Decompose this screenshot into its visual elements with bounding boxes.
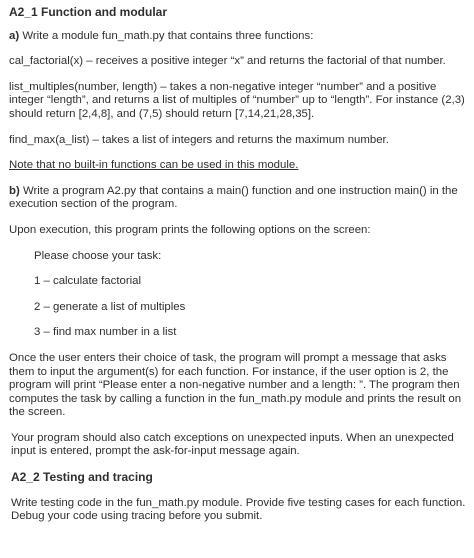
document <box>9 6 469 536</box>
option-prompt: Please choose your task: <box>34 249 162 262</box>
part-a-label: a) <box>9 29 20 42</box>
testing-paragraph: Write testing code in the fun_math.py module. Provide five testing cases for each function. Debug your code using tracing before you submit. <box>11 496 466 523</box>
option-item-1: 1 – calculate factorial <box>34 275 142 288</box>
options-list <box>9 250 469 340</box>
option-item-3: 3 – find max number in a list <box>34 326 177 339</box>
part-b-text: Write a program A2.py that contains a main() function and one instruction main() in the execution section of the program. <box>9 184 458 211</box>
part-a-text: Write a module fun_math.py that contains three functions: <box>22 29 314 42</box>
cal-factorial-description: cal_factorial(x) – receives a positive integer “x” and returns the factorial of that number. <box>9 55 446 68</box>
part-a-paragraph <box>9 30 469 44</box>
part-b-label: b) <box>9 184 20 197</box>
section-title-a2-1: A2_1 Function and modular <box>9 5 168 19</box>
list-multiples-description: list_multiples(number, length) – takes a non-negative integer “number” and a positive integer “length”, and returns a list of multiples of “number” up to “length”. For instance (2,3) should return [2,4,8], and (7,5) should return [7,14,21,28,35]. <box>9 80 465 120</box>
find-max-description: find_max(a_list) – takes a list of integers and returns the maximum number. <box>9 133 389 146</box>
section-title-a2-2: A2_2 Testing and tracing <box>11 470 153 485</box>
option-item-2: 2 – generate a list of multiples <box>34 300 186 313</box>
builtin-note: Note that no built-in functions can be used in this module. <box>9 159 299 172</box>
upon-execution-paragraph: Upon execution, this program prints the following options on the screen: <box>9 223 371 236</box>
exceptions-paragraph: Your program should also catch exceptions on unexpected inputs. When an unexpected input is entered, prompt the ask-for-input message again. <box>11 431 454 458</box>
part-b-paragraph <box>9 185 469 212</box>
once-user-paragraph: Once the user enters their choice of task, the program will prompt a message that asks them to input the argument(s) for each function. For instance, if the user option is 2, the program will print “Please enter a non-negative number and a length: ”. The program then computes the task by calling a function in the fun_math.py module and prints the result on the screen. <box>9 351 462 419</box>
